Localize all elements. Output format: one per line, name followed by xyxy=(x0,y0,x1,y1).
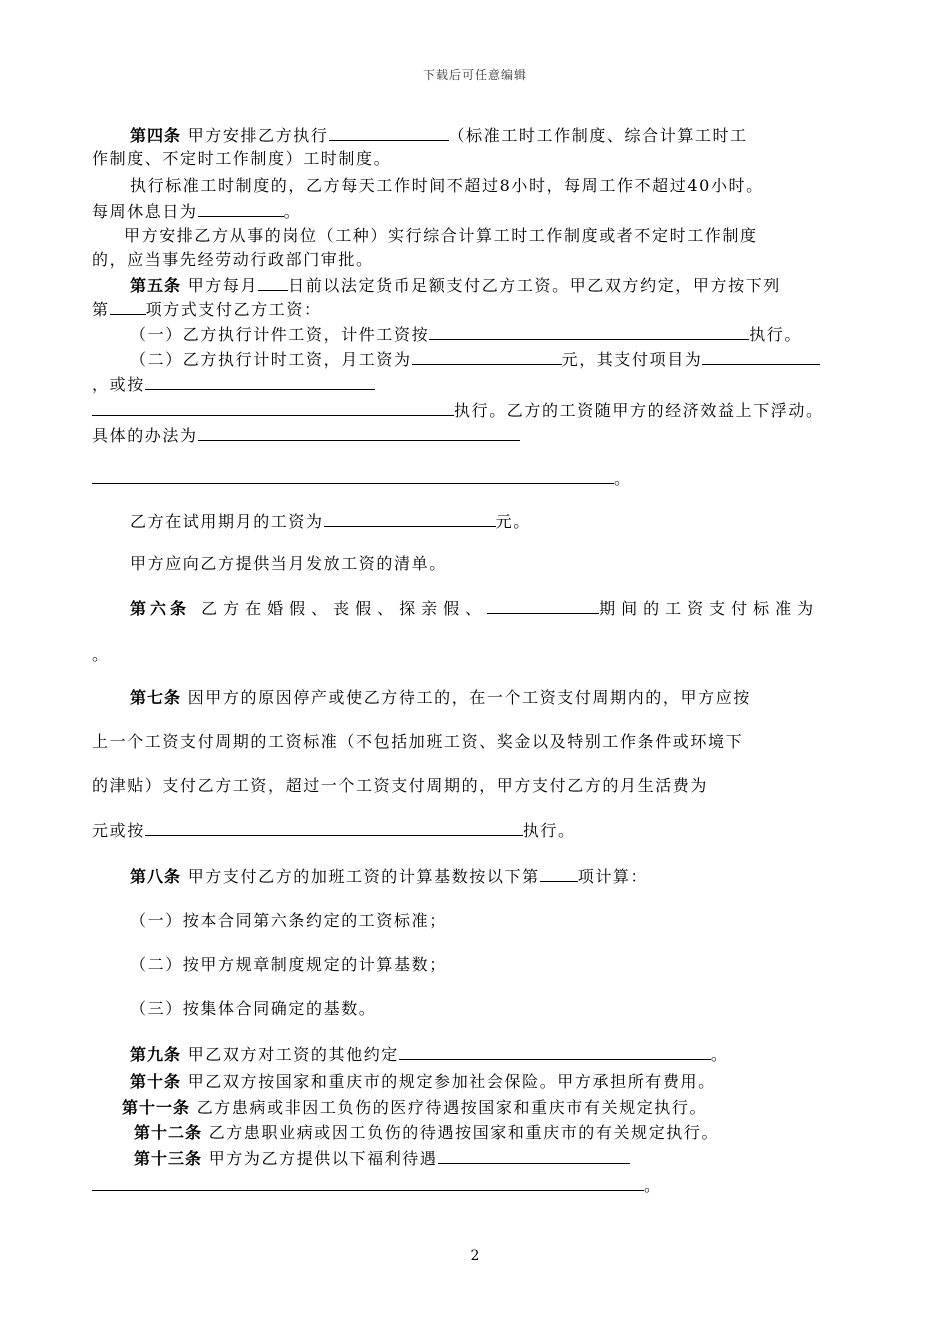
art7-line3: 的津贴）支付乙方工资，超过一个工资支付周期的，甲方支付乙方的月生活费为 xyxy=(92,776,709,795)
art5-line8: 。 xyxy=(92,467,864,490)
art5-line2: 第 项方式支付乙方工资： xyxy=(92,300,322,319)
blank-field xyxy=(329,124,449,141)
art10-title: 第十条 xyxy=(130,1072,182,1091)
art5-title: 第五条 xyxy=(130,276,182,295)
art5-line1: 第五条 甲方每月 日前以法定货币足额支付乙方工资。甲乙双方约定，甲方按下列 xyxy=(130,276,781,295)
blank-field xyxy=(540,865,578,882)
art4-line2: 作制度、不定时工作制度）工时制度。 xyxy=(92,149,392,168)
blank-field xyxy=(702,348,820,365)
art6-line2: 。 xyxy=(92,645,110,664)
blank-field xyxy=(487,597,599,614)
art8-item3: （三）按集体合同确定的基数。 xyxy=(130,999,377,1018)
art11-line: 第十一条 乙方患病或非因工负伤的医疗待遇按国家和重庆市有关规定执行。 xyxy=(122,1098,708,1117)
blank-field xyxy=(258,274,288,291)
art13-title: 第十三条 xyxy=(134,1149,203,1168)
art10-line: 第十条 甲乙双方按国家和重庆市的规定参加社会保险。甲方承担所有费用。 xyxy=(130,1072,716,1091)
art7-title: 第七条 xyxy=(130,688,182,707)
art6-line1: 第六条 乙方在婚假、丧假、探亲假、 期间的工资支付标准为 xyxy=(130,599,820,618)
art8-item1: （一）按本合同第六条约定的工资标准； xyxy=(130,911,447,930)
blank-field xyxy=(324,510,496,527)
art13-line1: 第十三条 甲方为乙方提供以下福利待遇 xyxy=(92,1147,864,1170)
art4-line3: 执行标准工时制度的，乙方每天工作时间不超过8小时，每周工作不超过40小时。 xyxy=(130,176,764,195)
blank-field xyxy=(198,424,520,441)
art7-line2: 上一个工资支付周期的工资标准（不包括加班工资、奖金以及特别工作条件或环境下 xyxy=(92,732,744,751)
blank-field xyxy=(429,323,749,340)
art4-line5: 甲方安排乙方从事的岗位（工种）实行综合计算工时工作制度或者不定时工作制度 xyxy=(124,226,758,245)
blank-field xyxy=(399,1043,711,1060)
blank-field xyxy=(92,1174,644,1191)
art4-line1: 第四条 甲方安排乙方执行 （标准工时工作制度、综合计算工时工 xyxy=(130,126,748,145)
blank-field xyxy=(438,1147,630,1164)
art11-title: 第十一条 xyxy=(122,1098,191,1117)
blank-field xyxy=(92,399,454,416)
blank-field xyxy=(92,467,614,484)
art5-line7: 具体的办法为 xyxy=(92,424,864,447)
blank-field xyxy=(412,348,562,365)
page-number: 2 xyxy=(470,1248,480,1264)
art5-line3: （一）乙方执行计件工资，计件工资按 执行。 xyxy=(130,325,803,344)
art13-line2: 。 xyxy=(92,1174,864,1197)
art12-title: 第十二条 xyxy=(134,1123,203,1142)
art9-line: 第九条 甲乙双方对工资的其他约定 。 xyxy=(130,1045,729,1064)
blank-field xyxy=(145,819,523,836)
art12-line: 第十二条 乙方患职业病或因工负伤的待遇按国家和重庆市的有关规定执行。 xyxy=(134,1123,720,1142)
art6-title: 第六条 xyxy=(130,599,191,618)
blank-field xyxy=(110,298,146,315)
art5-line9: 乙方在试用期月的工资为 元。 xyxy=(130,512,531,531)
art5-line10: 甲方应向乙方提供当月发放工资的清单。 xyxy=(130,554,447,573)
art4-line4: 每周休息日为 。 xyxy=(92,202,302,221)
blank-field xyxy=(198,200,284,217)
art5-line6: 执行。乙方的工资随甲方的经济效益上下浮动。 xyxy=(92,399,864,422)
art4-line6: 的，应当事先经劳动行政部门审批。 xyxy=(92,250,374,269)
art7-line4: 元或按 执行。 xyxy=(92,821,576,840)
art9-title: 第九条 xyxy=(130,1045,182,1064)
art5-line4: （二）乙方执行计时工资，月工资为 元，其支付项目为 xyxy=(92,348,864,371)
art5-line5: ，或按 xyxy=(92,373,864,396)
art4-title: 第四条 xyxy=(130,126,182,145)
art7-line1: 第七条 因甲方的原因停产或使乙方待工的，在一个工资支付周期内的，甲方应按 xyxy=(130,688,751,707)
page-header: 下载后可任意编辑 xyxy=(422,68,527,82)
art8-title: 第八条 xyxy=(130,867,182,886)
blank-field xyxy=(145,373,375,390)
art8-item2: （二）按甲方规章制度规定的计算基数； xyxy=(130,955,447,974)
art8-line1: 第八条 甲方支付乙方的加班工资的计算基数按以下第 项计算： xyxy=(130,867,649,886)
